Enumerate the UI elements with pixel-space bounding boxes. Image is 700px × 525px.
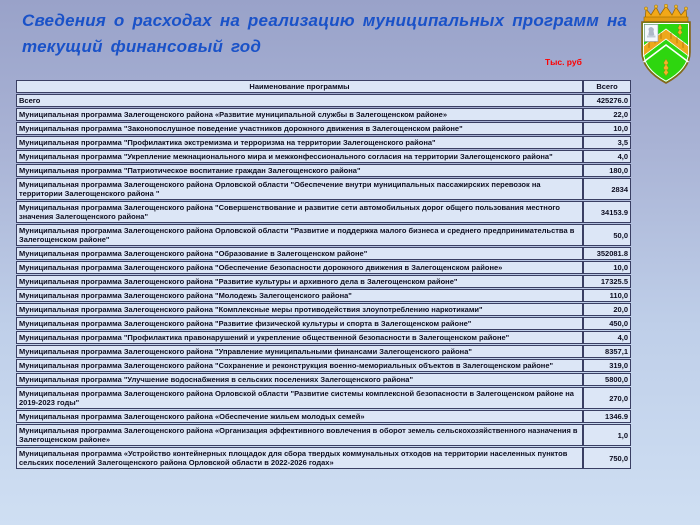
program-name-cell: Муниципальная программа Залегощенского района "Молодежь Залегощенского района" <box>16 289 583 302</box>
table-row <box>16 224 631 246</box>
program-value-cell: 17325.5 <box>583 275 631 288</box>
table-row <box>16 345 631 358</box>
program-value-cell: 352081.8 <box>583 247 631 260</box>
program-value-cell: 10,0 <box>583 122 631 135</box>
page-title: Сведения о расходах на реализацию муниципальных программ на текущий финансовый год <box>22 11 628 57</box>
program-name-cell: Муниципальная программа Залегощенского района "Развитие физической культуры и спорта в Залегощенском районе" <box>16 317 583 330</box>
program-value-cell: 4,0 <box>583 150 631 163</box>
program-name-cell: Муниципальная программа «Устройство контейнерных площадок для сбора твердых коммунальных отходов на территории населенных пунктов сельских поселений Залегощенского района Орловской области в 2022-2026 годах» <box>16 447 583 469</box>
program-value-cell: 10,0 <box>583 261 631 274</box>
program-name-cell: Муниципальная программа "Профилактика экстремизма и терроризма на территории Залегощенского района" <box>16 136 583 149</box>
coat-of-arms <box>636 4 696 86</box>
table-row <box>16 275 631 288</box>
table-row <box>16 150 631 163</box>
table-body <box>16 94 631 469</box>
program-value-cell: 1346.9 <box>583 410 631 423</box>
program-name-cell: Муниципальная программа Залегощенского района "Комплексные меры противодействия злоупотреблению наркотиками" <box>16 303 583 316</box>
table-row <box>16 387 631 409</box>
table-row <box>16 201 631 223</box>
table-row <box>16 178 631 200</box>
program-name-cell: Муниципальная программа Залегощенского района "Совершенствование и развитие сети автомобильных дорог общего пользования местного значения Залегощенского района" <box>16 201 583 223</box>
program-name-cell: Муниципальная программа Залегощенского района Орловской области "Обеспечение внутри муниципальных пассажирских перевозок на территории Залегощенского района " <box>16 178 583 200</box>
program-name-cell: Всего <box>16 94 583 107</box>
table-row <box>16 289 631 302</box>
program-value-cell: 2834 <box>583 178 631 200</box>
program-name-cell: Муниципальная программа "Законопослушное поведение участников дорожного движения в Залегощенском районе" <box>16 122 583 135</box>
program-name-cell: Муниципальная программа Залегощенского района Орловской области "Развитие и поддержка малого бизнеса и среднего предпринимательства в Залегощенском районе" <box>16 224 583 246</box>
program-value-cell: 3,5 <box>583 136 631 149</box>
table-row <box>16 303 631 316</box>
program-value-cell: 1,0 <box>583 424 631 446</box>
program-name-cell: Муниципальная программа Залегощенского района "Развитие культуры и архивного дела в Залегощенском районе" <box>16 275 583 288</box>
table-row <box>16 247 631 260</box>
table-row <box>16 122 631 135</box>
program-value-cell: 5800,0 <box>583 373 631 386</box>
program-name-cell: Муниципальная программа "Профилактика правонарушений и укрепление общественной безопасности в Залегощенском районе" <box>16 331 583 344</box>
table-row <box>16 108 631 121</box>
table-row <box>16 261 631 274</box>
table-row <box>16 359 631 372</box>
program-value-cell: 22,0 <box>583 108 631 121</box>
program-value-cell: 270,0 <box>583 387 631 409</box>
crown-icon <box>644 4 688 22</box>
table-row <box>16 331 631 344</box>
canton-emblem <box>645 25 659 42</box>
program-name-cell: Муниципальная программа Залегощенского района «Развитие муниципальной службы в Залегощенском районе» <box>16 108 583 121</box>
program-name-cell: Муниципальная программа Залегощенского района «Организация эффективного вовлечения в оборот земель сельскохозяйственного назначения в Залегощенском районе» <box>16 424 583 446</box>
program-value-cell: 450,0 <box>583 317 631 330</box>
program-value-cell: 34153.9 <box>583 201 631 223</box>
program-value-cell: 425276.0 <box>583 94 631 107</box>
programs-table <box>16 79 631 470</box>
table-row <box>16 164 631 177</box>
program-name-cell: Муниципальная программа Залегощенского района «Обеспечение жильем молодых семей» <box>16 410 583 423</box>
program-value-cell: 319,0 <box>583 359 631 372</box>
program-value-cell: 110,0 <box>583 289 631 302</box>
table-row <box>16 94 631 107</box>
table-row <box>16 447 631 469</box>
table-row <box>16 317 631 330</box>
units-label: Тыс. руб <box>545 57 582 67</box>
program-value-cell: 20,0 <box>583 303 631 316</box>
table-row <box>16 410 631 423</box>
program-name-cell: Муниципальная программа Залегощенского района "Управление муниципальными финансами Залегощенского района" <box>16 345 583 358</box>
program-name-cell: Муниципальная программа Залегощенского района "Обеспечение безопасности дорожного движения в Залегощенском районе» <box>16 261 583 274</box>
program-value-cell: 4,0 <box>583 331 631 344</box>
column-header-program-name: Наименование программы <box>16 80 583 93</box>
program-name-cell: Муниципальная программа "Укрепление межнационального мира и межконфессионального согласия на территории Залегощенского района" <box>16 150 583 163</box>
program-value-cell: 8357,1 <box>583 345 631 358</box>
shield-icon <box>642 22 690 83</box>
program-value-cell: 750,0 <box>583 447 631 469</box>
column-header-total: Всего <box>583 80 631 93</box>
table-row <box>16 136 631 149</box>
program-name-cell: Муниципальная программа Залегощенского района "Образование в Залегощенском районе" <box>16 247 583 260</box>
program-name-cell: Муниципальная программа Залегощенского района Орловской области "Развитие системы комплексной безопасности в Залегощенском районе на 2019-2023 годы" <box>16 387 583 409</box>
program-value-cell: 180,0 <box>583 164 631 177</box>
program-name-cell: Муниципальная программа "Улучшение водоснабжения в сельских поселениях Залегощенского района" <box>16 373 583 386</box>
table-row <box>16 424 631 446</box>
program-name-cell: Муниципальная программа Залегощенского района "Сохранение и реконструкция военно-мемориальных объектов в Залегощенском районе" <box>16 359 583 372</box>
table-header-row <box>16 80 631 93</box>
program-value-cell: 50,0 <box>583 224 631 246</box>
table-row <box>16 373 631 386</box>
program-name-cell: Муниципальная программа "Патриотическое воспитание граждан Залегощенского района" <box>16 164 583 177</box>
